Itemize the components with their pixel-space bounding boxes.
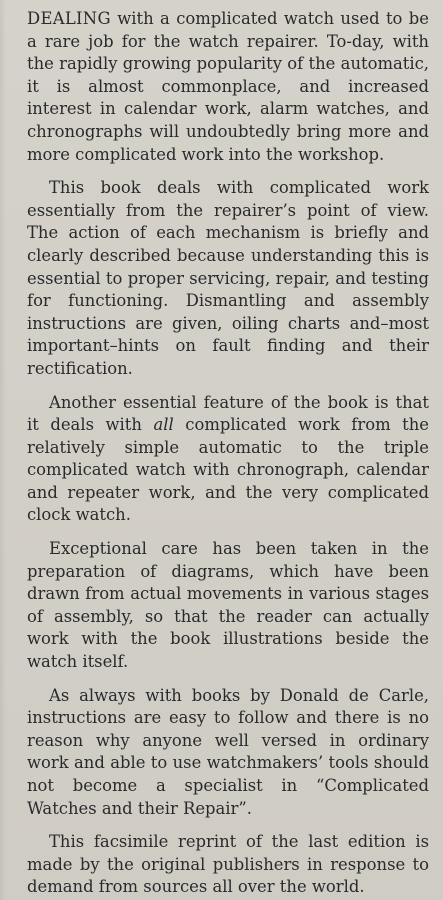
paragraph-intro bbox=[27, 8, 429, 166]
paragraph-diagrams: Exceptional care has been taken in the preparation of diagrams, which have been drawn from actual movements in various stages of assembly, so that the reader can actually work with the book illustrations beside the watch itself. bbox=[27, 539, 429, 672]
page-edge-shadow bbox=[0, 0, 6, 900]
paragraph-repairer-view: This book deals with complicated work essentially from the repairer’s point of view. The action of each mechanism is briefly and clearly described because understanding this is essential to proper servicing, repair, and testing for functioning. Dismantling and assembly instructions are given, oiling charts and–most important–hints on fault finding and their rectification. bbox=[27, 178, 429, 378]
paragraph-essential-feature bbox=[27, 392, 429, 528]
paragraph-author: As always with books by Donald de Carle, instructions are easy to follow and there is no reason why anyone well versed in ordinary work and able to use watchmakers’ tools should not become a specialist in “Complicated Watches and their Repair”. bbox=[27, 685, 429, 818]
paragraph-lead-word: DEALING bbox=[27, 9, 111, 28]
paragraph-intro-text: with a complicated watch used to be a rare job for the watch repairer. To-day, with the rapidly growing popularity of the automatic, it is almost commonplace, and increased interest in calendar work, alarm watches, and chronographs will undoubtedly bring more and more complicated work into the workshop. bbox=[27, 9, 429, 164]
paragraph-reprint: This facsimile reprint of the last edition is made by the original publishers in response to demand from sources all over the world. bbox=[27, 832, 429, 897]
paragraph-essential-feature-after: complicated work from the relatively simple automatic to the triple complicated watch with chronograph, calendar and repeater work, and the very complicated clock watch. bbox=[27, 415, 429, 525]
paragraph-essential-feature-before: Another essential feature of the book is that it deals with bbox=[27, 392, 429, 435]
emphasis-all: all bbox=[153, 415, 174, 435]
